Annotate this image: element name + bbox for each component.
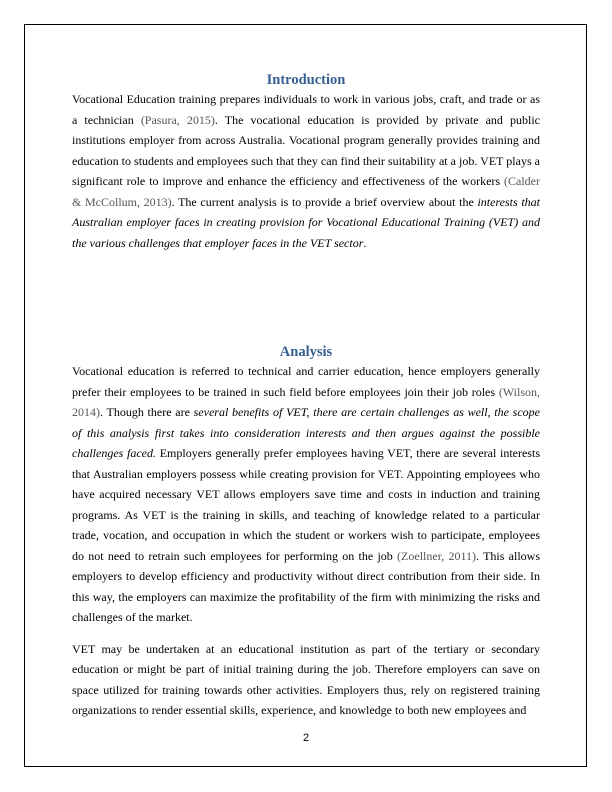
intro-text-3: . The current analysis is to provide a brief overview about the — [171, 194, 478, 209]
analysis-text-3: Employers generally prefer employees having VET, there are several interests that Australian employers possess while creating provision for VET. Appointing employees who have acquired necessary VET allows employers save time and costs in induction and training programs. As VET is the training in skills, and teaching of knowledge related to a particular trade, vocation, and occupation in which the student or workers wish to participate, employees do not need to retrain such employees for performing on the job — [72, 446, 540, 563]
document-body — [72, 70, 540, 721]
analysis-paragraph-2: VET may be undertaken at an educational institution as part of the tertiary or secondary education or might be part of initial training during the job. Therefore employers can save on space utilized for training towards other activities. Employers thus, rely on registered training organizations to render essential skills, experience, and knowledge to both new employees and — [72, 641, 540, 717]
page-number: 2 — [302, 732, 310, 744]
intro-text-4: . — [363, 235, 367, 250]
citation-calder: (Calder & McCollum, 2013) — [72, 174, 540, 209]
citation-zoellner: (Zoellner, 2011) — [397, 548, 477, 563]
citation-wilson: (Wilson, 2014) — [72, 384, 540, 419]
analysis-heading: Analysis — [279, 344, 333, 360]
analysis-emphasis: several benefits of VET, there are certain challenges as well, the scope of this analysis first takes into consideration interests and then argues against the possible challenges faced. — [72, 405, 540, 460]
introduction-heading: Introduction — [266, 72, 346, 88]
analysis-paragraph-1 — [72, 361, 540, 628]
intro-emphasis: interests that Australian employer faces in creating provision for Vocational Educational Training (VET) and the various challenges that employer faces in the VET sector — [72, 194, 540, 250]
intro-text-2: . The vocational education is provided by private and public institutions employer from across Australia. Vocational program generally provides training and education to students and employees such that they can find their suitability at a job. VET plays a significant role to improve and enhance the efficiency and effectiveness of the workers — [72, 112, 541, 188]
analysis-text-2: . Though there are — [100, 405, 194, 419]
intro-text-1: Vocational Education training prepares individuals to work in various jobs, craft, and trade or as a technician — [72, 92, 540, 127]
analysis-text-4: . This allows employers to develop efficiency and productivity without direct contribution from their side. In this way, the employers can maximize the profitability of the firm with minimizing the risks and challenges of the market. — [72, 548, 540, 624]
analysis-text-1: Vocational education is referred to technical and carrier education, hence employers generally prefer their employees to be trained in such field before employees join their job roles — [72, 364, 540, 399]
introduction-paragraph — [72, 89, 540, 253]
citation-pasura: (Pasura, 2015) — [140, 112, 215, 127]
